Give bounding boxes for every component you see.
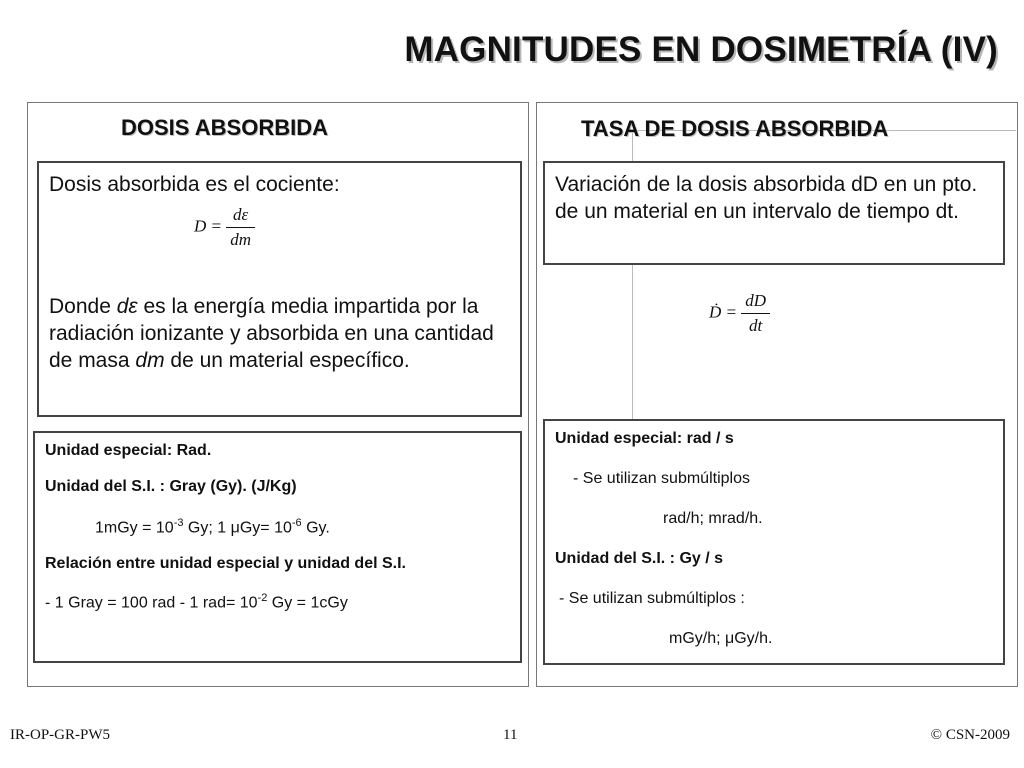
- special-unit: Unidad especial: Rad.: [45, 442, 212, 459]
- where-text-1: Donde: [49, 295, 117, 318]
- footer-code: IR-OP-GR-PW5: [10, 727, 110, 743]
- rate-formula-lhs: Ḋ: [709, 302, 722, 322]
- eq-c: Gy.: [301, 519, 330, 537]
- rate-definition-box: [543, 161, 1005, 265]
- rel-exp: -2: [257, 592, 268, 605]
- tasa-dosis-panel: [536, 102, 1018, 687]
- rate-formula-fraction: [741, 291, 770, 336]
- where-dm: dm: [135, 349, 165, 372]
- relation-values: [45, 588, 510, 613]
- rate-definition: Variación de la dosis absorbida dD en un pto. de un material en un intervalo de tiempo dt.: [555, 173, 978, 223]
- rel-b: Gy = 1cGy: [267, 594, 348, 612]
- rate-formula-denominator: dt: [749, 316, 763, 335]
- rate-si-values: mGy/h; μGy/h.: [669, 630, 773, 647]
- dosis-absorbida-panel: [27, 102, 529, 687]
- units-box-left: [33, 431, 522, 663]
- rate-special-sub: - Se utilizan submúltiplos: [573, 470, 750, 487]
- definition-where: [49, 293, 510, 374]
- eq-b: Gy; 1 μGy= 10: [183, 519, 292, 537]
- rate-formula: [709, 291, 770, 336]
- rel-a: - 1 Gray = 100 rad - 1 rad= 10: [45, 594, 258, 612]
- formula-numerator: dε: [226, 205, 255, 228]
- page-number: 11: [503, 727, 518, 743]
- where-text-3: de un material específico.: [164, 349, 410, 372]
- definition-box: [37, 161, 522, 417]
- rate-si-unit: Unidad del S.I. : Gy / s: [555, 550, 724, 567]
- unit-equivalences: [95, 513, 510, 538]
- rate-formula-eq: =: [725, 302, 738, 322]
- dose-formula: [194, 205, 255, 250]
- relation-heading: Relación entre unidad especial y unidad del S.I.: [45, 555, 406, 573]
- where-text-2: es la energía media impartida por la radiación ionizante y absorbida en una cantidad de masa: [49, 295, 494, 372]
- rate-special-values: rad/h; mrad/h.: [663, 510, 763, 527]
- slide-title: MAGNITUDES EN DOSIMETRÍA (IV): [404, 30, 998, 69]
- rate-special-unit: Unidad especial: rad / s: [555, 430, 734, 447]
- formula-fraction: [226, 205, 255, 250]
- eq-a-exp: -3: [173, 517, 184, 529]
- dosis-absorbida-heading: DOSIS ABSORBIDA: [121, 115, 328, 140]
- si-unit: Unidad del S.I. : Gray (Gy). (J/Kg): [45, 478, 297, 495]
- rate-formula-numerator: dD: [741, 291, 770, 314]
- tasa-dosis-heading: TASA DE DOSIS ABSORBIDA: [581, 116, 889, 141]
- units-box-right: [543, 419, 1005, 665]
- formula-lhs: D: [194, 216, 207, 236]
- rate-si-sub: - Se utilizan submúltiplos :: [559, 590, 745, 607]
- eq-b-exp: -6: [291, 517, 302, 529]
- copyright: © CSN-2009: [930, 727, 1010, 743]
- eq-a: 1mGy = 10: [95, 519, 174, 537]
- formula-denominator: dm: [230, 230, 252, 249]
- definition-intro: Dosis absorbida es el cociente:: [49, 173, 340, 196]
- formula-eq: =: [210, 216, 223, 236]
- where-de: dε: [116, 295, 138, 318]
